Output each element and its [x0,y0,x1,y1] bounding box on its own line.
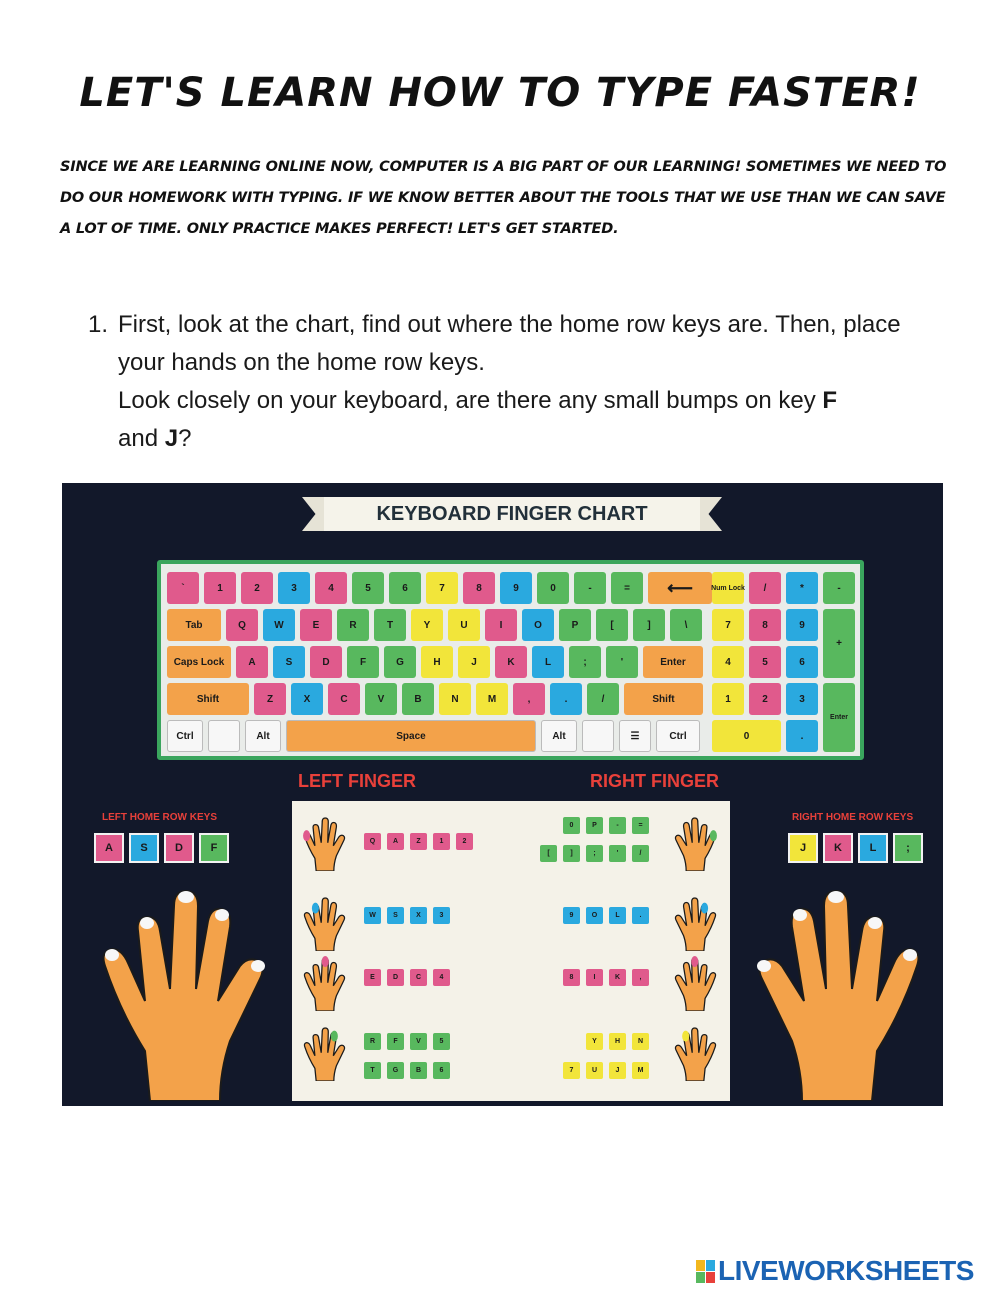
key-row4: V [365,683,397,715]
panel-left-key: S [387,907,404,924]
panel-left-key: 5 [433,1033,450,1050]
question-1 [88,306,948,458]
panel-right-key: - [609,817,626,834]
key-1: ` [167,572,199,604]
key-row4: Z [254,683,286,715]
panel-right-key: . [632,907,649,924]
key-row3: ; [569,646,601,678]
small-hand-icon [300,813,350,871]
right-home-row-title: RIGHT HOME ROW KEYS [792,812,914,823]
left-home-key: D [164,833,194,863]
key-row3: K [495,646,527,678]
key-row2: U [448,609,480,641]
menu-key: ☰ [619,720,651,752]
question-text-d: ? [178,425,192,452]
key-row2: E [300,609,332,641]
left-home-key: F [199,833,229,863]
small-hand-icon [300,953,350,1011]
numpad-minus-key: - [823,572,855,604]
ctrl-left-key: Ctrl [167,720,203,752]
key-row4: N [439,683,471,715]
small-hand-icon [670,813,720,871]
key-row2: P [559,609,591,641]
key-j-label: J [164,425,179,452]
numpad-key: 1 [712,683,744,715]
logo-icon [696,1260,715,1283]
key-row3: ' [606,646,638,678]
panel-left-key: E [364,969,381,986]
key-row3: L [532,646,564,678]
panel-right-key: = [632,817,649,834]
panel-right-key: L [609,907,626,924]
numpad-key: 4 [712,646,744,678]
key-row2: [ [596,609,628,641]
panel-right-key: 7 [563,1062,580,1079]
panel-left-key: V [410,1033,427,1050]
panel-left-key: 6 [433,1062,450,1079]
key-11: 0 [537,572,569,604]
ctrl-right-key: Ctrl [656,720,700,752]
panel-right-key: [ [540,845,557,862]
panel-left-key: B [410,1062,427,1079]
panel-right-key: / [632,845,649,862]
panel-left-key: C [410,969,427,986]
panel-left-key: T [364,1062,381,1079]
key-row2: Q [226,609,258,641]
right-hand-icon [742,871,932,1101]
numpad-key: 8 [749,609,781,641]
windows-left-key [208,720,240,752]
alt-left-key: Alt [245,720,281,752]
numpad-dot-key: . [786,720,818,752]
key-row2: Y [411,609,443,641]
right-home-key: K [823,833,853,863]
tab-key: Tab [167,609,221,641]
panel-right-key: H [609,1033,626,1050]
key-2: 1 [204,572,236,604]
key-row4: X [291,683,323,715]
chart-banner [302,493,722,535]
key-row3: F [347,646,379,678]
question-text-c: and [118,425,165,452]
right-home-key: L [858,833,888,863]
shift-left-key: Shift [167,683,249,715]
key-row3: D [310,646,342,678]
panel-right-key: , [632,969,649,986]
panel-left-key: D [387,969,404,986]
numpad-multiply-key: * [786,572,818,604]
shift-right-key: Shift [624,683,703,715]
liveworksheets-logo [696,1256,974,1286]
numpad-key: 6 [786,646,818,678]
small-hand-icon [670,953,720,1011]
question-text-a: First, look at the chart, find out where the home row keys are. Then, place your hands on the home row keys. [118,311,901,376]
numpad-key: 5 [749,646,781,678]
key-row2: I [485,609,517,641]
key-row2: O [522,609,554,641]
left-hand-icon [90,871,280,1101]
numpad-zero-key: 0 [712,720,781,752]
key-7: 6 [389,572,421,604]
logo-text: LIVEWORKSHEETS [718,1255,974,1286]
panel-left-key: 2 [456,833,473,850]
key-row2: R [337,609,369,641]
intro-paragraph: SINCE WE ARE LEARNING ONLINE NOW, COMPUTER IS A BIG PART OF OUR LEARNING! SOMETIMES WE NEED TO DO OUR HOMEWORK WITH TYPING. IF WE KNOW BETTER ABOUT THE TOOLS THAT WE USE THAN WE CAN SAVE A LOT OF TIME. ONLY PRACTICE MAKES PERFECT! LET'S GET STARTED. [60,159,947,237]
key-row4: C [328,683,360,715]
key-13: = [611,572,643,604]
panel-right-key: M [632,1062,649,1079]
numpad-key: 9 [786,609,818,641]
key-row2: W [263,609,295,641]
enter-key: Enter [643,646,703,678]
panel-left-key: 4 [433,969,450,986]
key-4: 3 [278,572,310,604]
key-10: 9 [500,572,532,604]
panel-right-key: 9 [563,907,580,924]
key-row4: . [550,683,582,715]
numpad-key: 3 [786,683,818,715]
numpad-key: 2 [749,683,781,715]
panel-right-key: ] [563,845,580,862]
panel-right-key: K [609,969,626,986]
panel-right-key: I [586,969,603,986]
right-home-key: ; [893,833,923,863]
chart-title: KEYBOARD FINGER CHART [324,497,700,531]
right-home-key: J [788,833,818,863]
key-5: 4 [315,572,347,604]
small-hand-icon [670,893,720,951]
key-row2: \ [670,609,702,641]
key-row3: G [384,646,416,678]
key-12: - [574,572,606,604]
numpad-enter-key: Enter [823,683,855,752]
panel-right-key: U [586,1062,603,1079]
key-row4: , [513,683,545,715]
small-hand-icon [670,1023,720,1081]
question-number: 1. [88,311,109,338]
panel-right-key: 8 [563,969,580,986]
num-lock-key: Num Lock [712,572,744,604]
page-title: LET'S LEARN HOW TO TYPE FASTER! [79,70,921,116]
left-home-row-title: LEFT HOME ROW KEYS [102,812,217,823]
panel-left-key: 1 [433,833,450,850]
left-home-key: S [129,833,159,863]
panel-right-key: P [586,817,603,834]
key-row3: H [421,646,453,678]
keyboard-diagram [157,560,864,760]
space-key: Space [286,720,536,752]
left-finger-label: LEFT FINGER [298,771,416,791]
key-row4: M [476,683,508,715]
key-row2: ] [633,609,665,641]
panel-left-key: 3 [433,907,450,924]
panel-right-key: Y [586,1033,603,1050]
numpad-key: 7 [712,609,744,641]
panel-right-key: J [609,1062,626,1079]
windows-right-key [582,720,614,752]
numpad-plus-key: + [823,609,855,678]
key-f-label: F [822,387,838,414]
key-row3: A [236,646,268,678]
key-3: 2 [241,572,273,604]
key-9: 8 [463,572,495,604]
left-home-key: A [94,833,124,863]
panel-right-key: O [586,907,603,924]
finger-panel [292,801,730,1101]
panel-left-key: G [387,1062,404,1079]
panel-left-key: Q [364,833,381,850]
key-row2: T [374,609,406,641]
alt-right-key: Alt [541,720,577,752]
right-finger-label: RIGHT FINGER [590,771,719,791]
small-hand-icon [300,893,350,951]
key-row4: B [402,683,434,715]
small-hand-icon [300,1023,350,1081]
panel-left-key: R [364,1033,381,1050]
key-row4: / [587,683,619,715]
key-row3: S [273,646,305,678]
keyboard-finger-chart [62,483,943,1106]
panel-right-key: ; [586,845,603,862]
caps-lock-key: Caps Lock [167,646,231,678]
panel-left-key: W [364,907,381,924]
panel-left-key: Z [410,833,427,850]
panel-left-key: A [387,833,404,850]
panel-left-key: F [387,1033,404,1050]
key-6: 5 [352,572,384,604]
panel-right-key: N [632,1033,649,1050]
panel-right-key: 0 [563,817,580,834]
panel-right-key: ' [609,845,626,862]
key-row3: J [458,646,490,678]
numpad-divide-key: / [749,572,781,604]
question-text-b: Look closely on your keyboard, are there any small bumps on key [118,387,823,414]
backspace-key: ⟵ [648,572,712,604]
panel-left-key: X [410,907,427,924]
key-8: 7 [426,572,458,604]
